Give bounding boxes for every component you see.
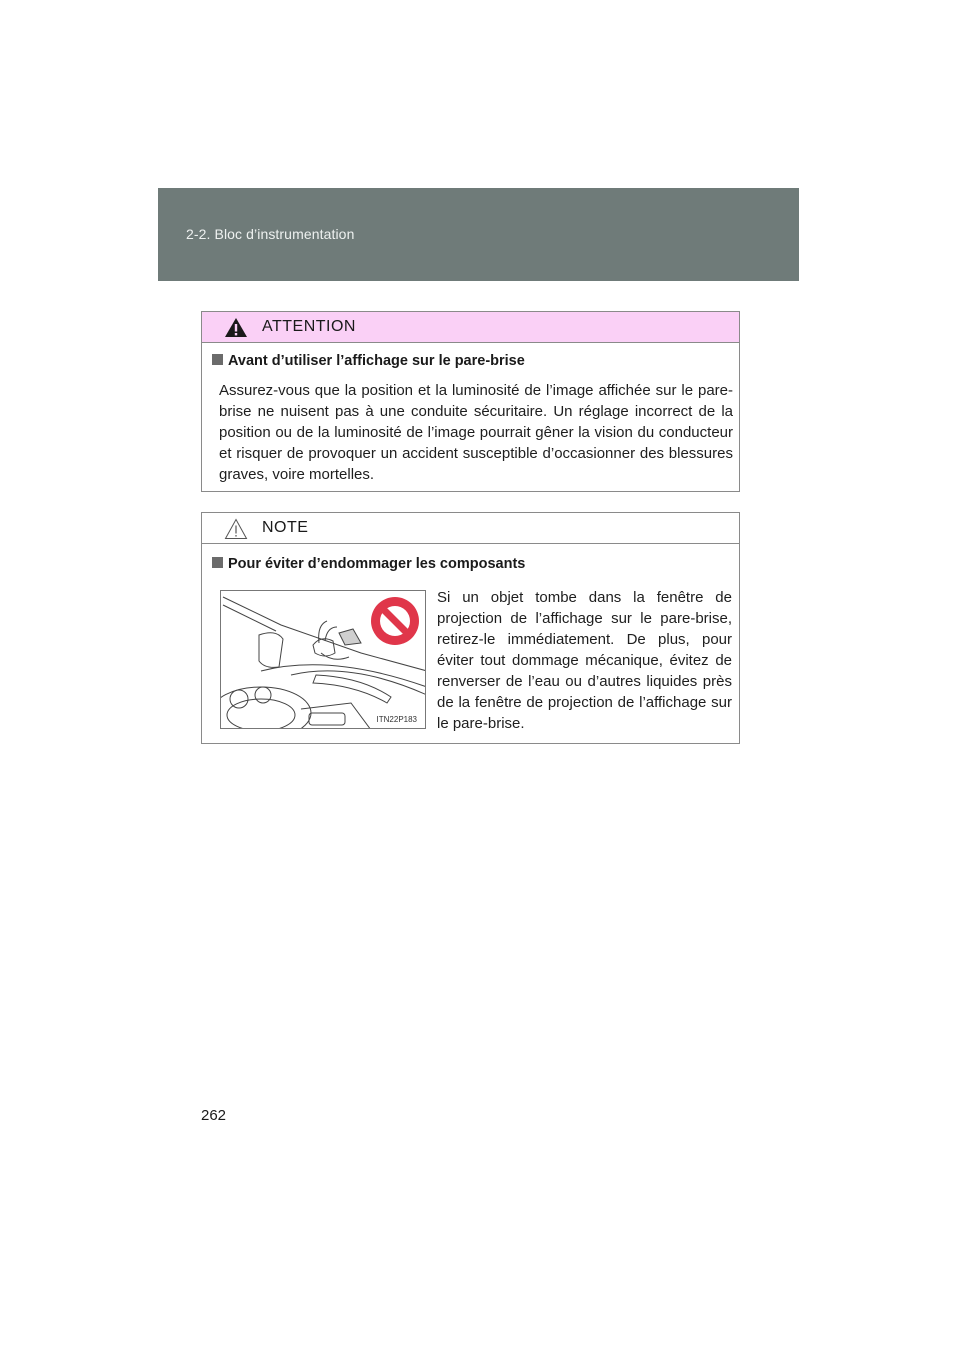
dashboard-drawing	[221, 591, 426, 729]
figure-code: ITN22P183	[376, 715, 417, 724]
note-heading: Pour éviter d’endommager les composants	[212, 556, 525, 572]
attention-label: ATTENTION	[262, 318, 356, 335]
section-title: 2-2. Bloc d’instrumentation	[186, 226, 355, 242]
section-header-band	[158, 188, 799, 281]
attention-box	[201, 311, 740, 492]
square-bullet-icon	[212, 557, 223, 568]
dashboard-illustration	[220, 590, 426, 729]
prohibition-icon	[371, 597, 419, 645]
note-label: NOTE	[262, 519, 309, 536]
page-number: 262	[201, 1107, 227, 1124]
caution-outline-icon	[224, 518, 248, 540]
note-box	[201, 512, 740, 744]
square-bullet-icon	[212, 354, 223, 365]
attention-header	[202, 312, 739, 343]
warning-icon	[224, 317, 248, 338]
note-text: Si un objet tombe dans la fenêtre de projection de l’affichage sur le pare-brise, retirez-le immédiatement. De plus, pour éviter tout dommage mécanique, évitez de renverser de l’eau ou d’autres liquides près de la fenêtre de projection de l’affichage sur le pare-brise.	[437, 589, 732, 732]
attention-text: Assurez-vous que la position et la luminosité de l’image affichée sur le pare-brise ne nuisent pas à une conduite sécuritaire. Un réglage incorrect de la position ou de la luminosité de l’image pourrait gêner la vision du conducteur et risquer de provoquer un accident susceptible d’occasionner des blessures graves, voire mortelles.	[219, 382, 733, 483]
note-header	[202, 513, 739, 544]
attention-heading: Avant d’utiliser l’affichage sur le pare-brise	[212, 353, 525, 369]
